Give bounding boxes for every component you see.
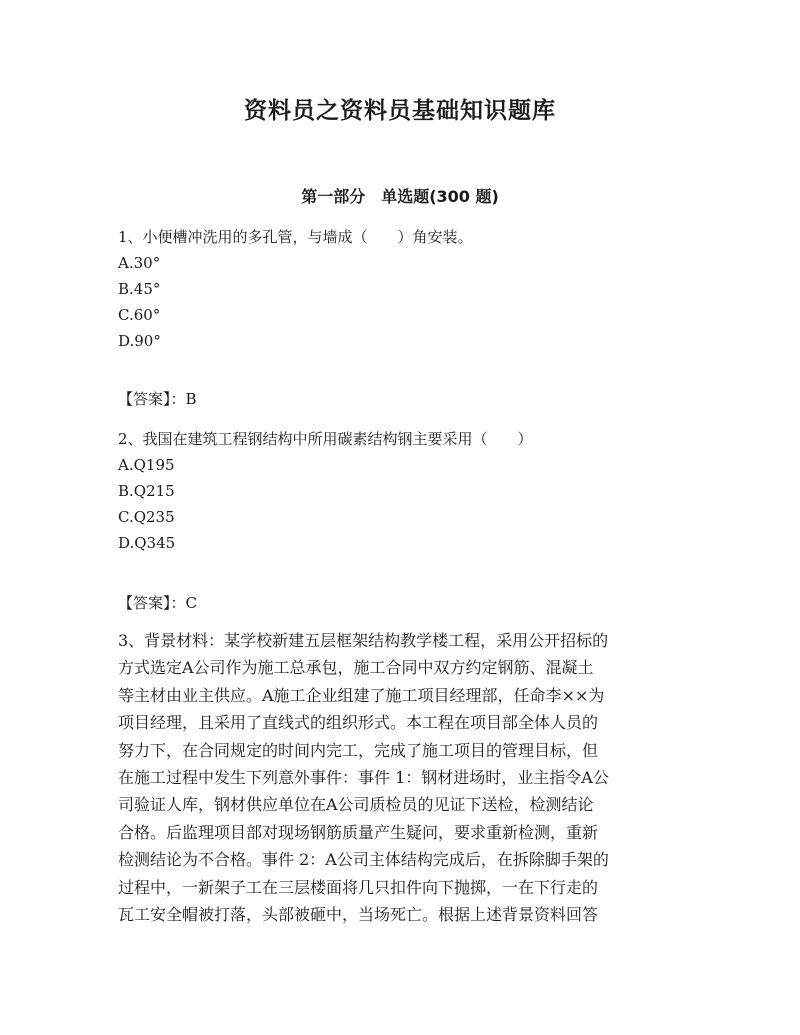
section-heading: 第一部分 单选题(300 题) xyxy=(301,187,499,206)
paragraph-line: 等主材由业主供应。A施工企业组建了施工项目经理部，任命李××为 xyxy=(118,685,605,705)
document-title: 资料员之资料员基础知识题库 xyxy=(244,98,556,124)
option-d: D.90° xyxy=(118,332,161,350)
question-stem: 1、小便槽冲洗用的多孔管，与墙成（ ）角安装。 xyxy=(118,228,473,246)
paragraph-line: 瓦工安全帽被打落，头部被砸中，当场死亡。根据上述背景资料回答 xyxy=(118,904,599,924)
paragraph-line: 检测结论为不合格。事件 2：A公司主体结构完成后，在拆除脚手架的 xyxy=(118,850,609,870)
paragraph-line: 司验证人库，钢材供应单位在A公司质检员的见证下送检，检测结论 xyxy=(118,795,594,815)
option-b: B.45° xyxy=(118,280,161,298)
paragraph-line: 在施工过程中发生下列意外事件：事件 1：钢材进场时，业主指令A公 xyxy=(118,767,609,787)
paragraph-line: 3、背景材料：某学校新建五层框架结构教学楼工程，采用公开招标的 xyxy=(118,631,609,650)
paragraph-line: 方式选定A公司作为施工总承包，施工合同中双方约定钢筋、混凝土 xyxy=(118,658,594,678)
option-c: C.Q235 xyxy=(118,508,175,526)
option-a: A.Q195 xyxy=(118,456,175,474)
paragraph-line: 努力下，在合同规定的时间内完工，完成了施工项目的管理目标，但 xyxy=(118,740,599,760)
question-stem: 2、我国在建筑工程钢结构中所用碳素结构钢主要采用（ ） xyxy=(118,430,533,448)
paragraph-line: 过程中，一新架子工在三层楼面将几只扣件向下抛掷，一在下行走的 xyxy=(118,877,599,897)
question-2 xyxy=(118,426,688,556)
option-a: A.30° xyxy=(118,254,161,272)
answer-1: 【答案】：B xyxy=(118,390,197,408)
question-1 xyxy=(118,224,688,354)
paragraph-line: 项目经理，且采用了直线式的组织形式。本工程在项目部全体人员的 xyxy=(118,713,599,733)
answer-2: 【答案】：C xyxy=(118,594,197,612)
option-c: C.60° xyxy=(118,306,161,324)
option-b: B.Q215 xyxy=(118,482,175,500)
option-d: D.Q345 xyxy=(118,534,176,552)
paragraph-line: 合格。后监理项目部对现场钢筋质量产生疑问，要求重新检测，重新 xyxy=(118,822,599,842)
question-3-paragraph xyxy=(118,627,688,928)
